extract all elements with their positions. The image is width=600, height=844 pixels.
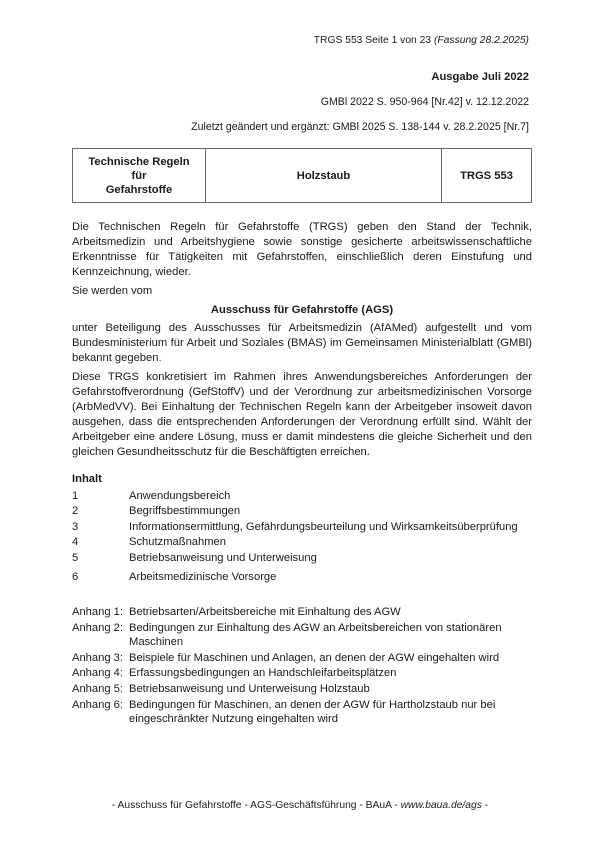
intro-paragraph-3: unter Beteiligung des Ausschusses für Arbeitsmedizin (AfAMed) aufgestellt und vom Bundesministerium für Arbeit und Soziales (BMAS) im Gemeinsamen Ministerialblatt (GMBl) bekannt gegeben. [72, 322, 532, 364]
toc-label: Betriebsanweisung und Unterweisung [129, 551, 317, 564]
toc-item[interactable] [72, 489, 532, 503]
category-line: für [131, 169, 147, 182]
toc-title: Inhalt [72, 473, 102, 485]
annex-label: Anhang 6: [72, 698, 124, 711]
page-header [191, 34, 529, 134]
toc-number: 1 [72, 489, 79, 502]
annex-label: Anhang 2: [72, 621, 124, 634]
footer-text: - Ausschuss für Gefahrstoffe - AGS-Geschäftsführung - BAuA - [111, 800, 398, 811]
annex-label: Anhang 1: [72, 605, 124, 618]
annex-label: Anhang 4: [72, 667, 124, 680]
toc-number: 3 [72, 520, 79, 533]
footer-link[interactable]: www.baua.de/ags [400, 800, 482, 811]
toc-number: 4 [72, 536, 79, 549]
page-footer [0, 799, 600, 813]
title-box-category [73, 149, 206, 203]
toc-label: Schutzmaßnahmen [129, 536, 227, 549]
document-body [72, 220, 532, 726]
category-line: Technische Regeln [88, 155, 190, 168]
annex-text: Bedingungen für Maschinen, an denen der AGW für Hartholzstaub nur bei eingeschränkter Nutzung eingehalten wird [129, 698, 496, 725]
toc-item[interactable] [72, 535, 532, 549]
toc-number: 5 [72, 551, 79, 564]
toc-label: Arbeitsmedizinische Vorsorge [129, 570, 277, 583]
annex-item[interactable] [72, 666, 542, 680]
annex-item[interactable] [72, 605, 542, 619]
toc-number: 2 [72, 505, 79, 518]
annex-item[interactable] [72, 682, 542, 696]
annex-item[interactable] [72, 621, 542, 649]
intro-paragraph: Die Technischen Regeln für Gefahrstoffe (TRGS) geben den Stand der Technik, Arbeitsmedizin und Arbeitshygiene sowie sonstige gesicherte arbeitswissenschaftliche Erkenntnisse für Tätigkeiten mit Gefahrstoffen, einschließlich deren Einstufung und Kennzeichnung, wieder. [72, 221, 532, 278]
intro-paragraph-4: Diese TRGS konkretisiert im Rahmen ihres Anwendungsbereiches Anforderungen der Gefahrstoffverordnung (GefStoffV) und der Verordnung zur arbeitsmedizinischen Vorsorge (ArbMedVV). Bei Einhaltung der Technischen Regeln kann der Arbeitgeber insoweit davon ausgehen, dass die entsprechenden Anforderungen der Verordnung erfüllt sind. Wählt der Arbeitgeber eine andere Lösung, muss er damit mindestens die gleiche Sicherheit und den gleichen Gesundheitsschutz für die Beschäftigten erreichen. [72, 371, 532, 458]
ags-heading: Ausschuss für Gefahrstoffe (AGS) [210, 304, 394, 316]
toc-list [72, 489, 532, 584]
title-box [72, 148, 532, 203]
fassung-date: (Fassung 28.2.2025) [433, 35, 529, 46]
footer-suffix: - [484, 800, 489, 811]
toc-item[interactable] [72, 551, 532, 565]
annex-label: Anhang 3: [72, 651, 124, 664]
annex-text: Betriebsanweisung und Unterweisung Holzstaub [129, 683, 370, 696]
toc-label: Informationsermittlung, Gefährdungsbeurteilung und Wirksamkeitsüberprüfung [129, 520, 518, 533]
title-box-code: TRGS 553 [442, 149, 532, 203]
annex-list [72, 605, 532, 726]
toc-item[interactable] [72, 520, 532, 534]
annex-text: Beispiele für Maschinen und Anlagen, an denen der AGW eingehalten wird [129, 651, 500, 664]
toc-item[interactable] [72, 570, 532, 584]
category-line: Gefahrstoffe [105, 183, 173, 196]
annex-item[interactable] [72, 651, 542, 665]
toc-item[interactable] [72, 504, 532, 518]
ausgabe: Ausgabe Juli 2022 [431, 71, 529, 83]
toc-label: Anwendungsbereich [129, 489, 231, 502]
gmbl-reference: GMBl 2022 S. 950-964 [Nr.42] v. 12.12.2022 [320, 96, 529, 108]
page-info: TRGS 553 Seite 1 von 23 [313, 35, 432, 46]
title-box-subject: Holzstaub [206, 149, 442, 203]
toc-label: Begriffsbestimmungen [129, 505, 241, 518]
annex-text: Bedingungen zur Einhaltung des AGW an Arbeitsbereichen von stationären Maschinen [129, 621, 502, 648]
amendment-reference: Zuletzt geändert und ergänzt: GMBl 2025 S. 138-144 v. 28.2.2025 [Nr.7] [191, 121, 529, 133]
toc-number: 6 [72, 570, 79, 583]
annex-item[interactable] [72, 698, 542, 726]
annex-label: Anhang 5: [72, 683, 124, 696]
annex-text: Erfassungsbedingungen an Handschleifarbeitsplätzen [129, 667, 397, 680]
annex-text: Betriebsarten/Arbeitsbereiche mit Einhaltung des AGW [129, 605, 401, 618]
page-header-line [191, 34, 529, 48]
intro-paragraph-2: Sie werden vom [72, 285, 153, 297]
